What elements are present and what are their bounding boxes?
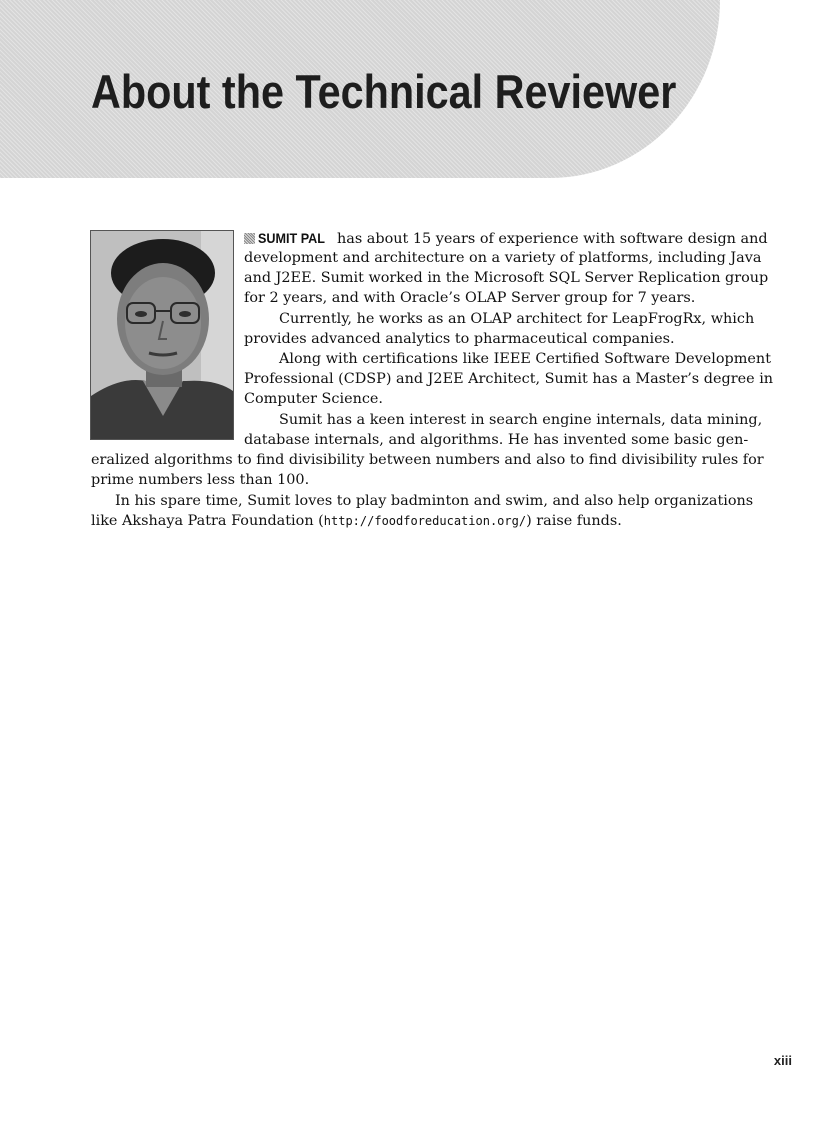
bio-line: Along with certifications like IEEE Certified Software Development: [279, 351, 771, 367]
bio-line: provides advanced analytics to pharmaceutical companies.: [244, 331, 675, 347]
bio-line: Currently, he works as an OLAP architect for LeapFrogRx, which: [279, 311, 755, 327]
bio-line: like Akshaya Patra Foundation (http://foodforeducation.org/) raise funds.: [91, 513, 622, 529]
reviewer-photo: [90, 230, 234, 440]
page-number: xiii: [773, 1053, 792, 1068]
foundation-url: http://foodforeducation.org/: [323, 514, 527, 528]
bio-line: In his spare time, Sumit loves to play badminton and swim, and also help organizations: [115, 493, 754, 509]
bio-line: prime numbers less than 100.: [91, 472, 310, 488]
bio-line: database internals, and algorithms. He has invented some basic gen-: [244, 432, 749, 448]
bio-line: and J2EE. Sumit worked in the Microsoft SQL Server Replication group: [244, 270, 769, 286]
bio-line: SUMIT PAL has about 15 years of experience with software design and: [244, 228, 768, 249]
reviewer-name: SUMIT PAL: [258, 230, 325, 246]
bio-line: development and architecture on a variety of platforms, including Java: [244, 250, 762, 266]
square-bullet-icon: [244, 233, 255, 244]
bio-line: eralized algorithms to find divisibility between numbers and also to find divisibility rules for: [91, 452, 764, 468]
bio-line: Professional (CDSP) and J2EE Architect, Sumit has a Master’s degree in: [244, 371, 774, 387]
bio-line: Computer Science.: [244, 391, 384, 407]
chapter-title: About the Technical Reviewer: [91, 65, 677, 118]
bio-line: Sumit has a keen interest in search engine internals, data mining,: [279, 412, 763, 428]
bio-line: for 2 years, and with Oracle’s OLAP Server group for 7 years.: [244, 290, 696, 306]
